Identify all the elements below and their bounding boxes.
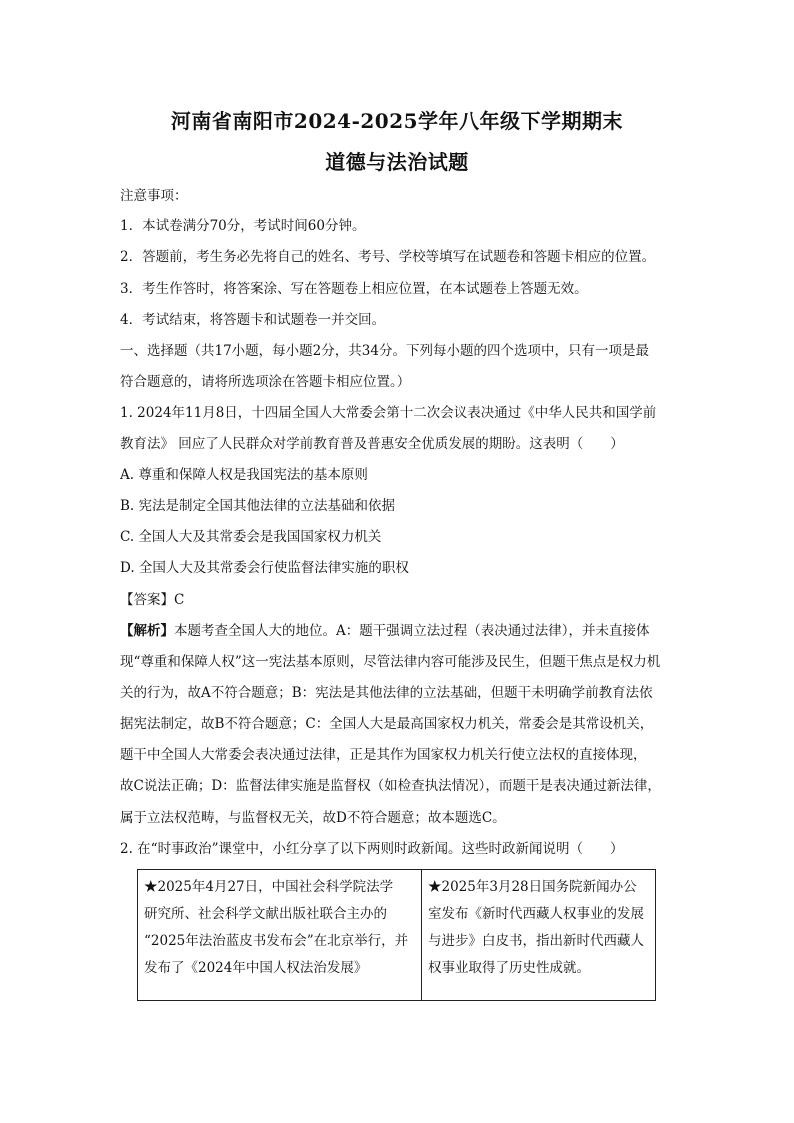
exam-subtitle: 道德与法治试题 — [325, 150, 469, 174]
section-intro: 符合题意的，请将所选项涂在答题卡相应位置。） — [120, 374, 411, 390]
analysis-line: 关的行为，故A不符合题意；B：宪法是其他法律的立法基础，但题干未明确学前教育法依 — [120, 685, 653, 701]
option-c: C. 全国人大及其常委会是我国国家权力机关 — [120, 529, 382, 545]
news-right-cell — [422, 870, 656, 1001]
note-item: 1．本试卷满分70分，考试时间60分钟。 — [120, 218, 366, 234]
analysis-first-line — [120, 621, 680, 641]
news-right-line: 权事业取得了历史性成就。 — [428, 960, 590, 976]
news-left-cell — [138, 870, 422, 1001]
answer-line: 【答案】C — [120, 592, 185, 608]
option-b: B. 宪法是制定全国其他法律的立法基础和依据 — [120, 498, 396, 514]
notes-heading: 注意事项： — [120, 188, 188, 204]
news-left-line: 研究所、社会科学文献出版社联合主办的 — [144, 906, 387, 922]
note-item: 3．考生作答时，将答案涂、写在答题卷上相应位置，在本试题卷上答题无效。 — [120, 281, 588, 297]
analysis-line: 题干中全国人大常委会表决通过法律，正是其作为国家权力机关行使立法权的直接体现， — [120, 747, 647, 763]
analysis-line: 据宪法制定，故B不符合题意；C：全国人大是最高国家权力机关，常委会是其常设机关， — [120, 716, 654, 732]
news-left-line: ★2025年4月27日，中国社会科学院法学 — [144, 879, 394, 895]
option-d: D. 全国人大及其常委会行使监督法律实施的职权 — [120, 560, 409, 576]
news-left-line: “2025年法治蓝皮书发布会”在北京举行，并 — [144, 933, 409, 949]
analysis-text: 本题考查全国人大的地位。A：题干强调立法过程（表决通过法律），并未直接体 — [174, 623, 650, 639]
news-right-line: 与进步》白皮书，指出新时代西藏人 — [428, 933, 644, 949]
analysis-line: 现“尊重和保障人权”这一宪法基本原则，尽管法律内容可能涉及民生，但题干焦点是权力机 — [120, 654, 661, 670]
analysis-line: 属于立法权范畴，与监督权无关，故D不符合题意；故本题选C。 — [120, 810, 506, 826]
note-item: 2．答题前，考生务必先将自己的姓名、考号、学校等填写在试题卷和答题卡相应的位置。 — [120, 249, 656, 265]
section-intro: 一、选择题（共17小题，每小题2分，共34分。下列每小题的四个选项中，只有一项是最 — [120, 343, 649, 359]
question-stem: 2. 在“时事政治”课堂中，小红分享了以下两则时政新闻。这些时政新闻说明（ ） — [120, 841, 624, 857]
analysis-label: 【解析】 — [120, 623, 174, 639]
news-table — [137, 869, 656, 1001]
analysis-line: 故C说法正确；D：监督法律实施是监督权（如检查执法情况），而题干是表决通过新法律， — [120, 778, 661, 794]
question-stem: 1. 2024年11月8日，十四届全国人大常委会第十二次会议表决通过《中华人民共和国学前 — [120, 405, 657, 421]
note-item: 4．考试结束，将答题卡和试题卷一并交回。 — [120, 312, 386, 328]
news-left-line: 发布了《2024年中国人权法治发展》 — [144, 960, 368, 976]
news-right-line: 室发布《新时代西藏人权事业的发展 — [428, 906, 644, 922]
question-stem: 教育法》 回应了人民群众对学前教育普及普惠安全优质发展的期盼。这表明（ ） — [120, 436, 624, 452]
news-right-line: ★2025年3月28日国务院新闻办公 — [428, 879, 637, 895]
exam-title: 河南省南阳市2024-2025学年八年级下学期期末 — [170, 109, 624, 133]
option-a: A. 尊重和保障人权是我国宪法的基本原则 — [120, 467, 368, 483]
